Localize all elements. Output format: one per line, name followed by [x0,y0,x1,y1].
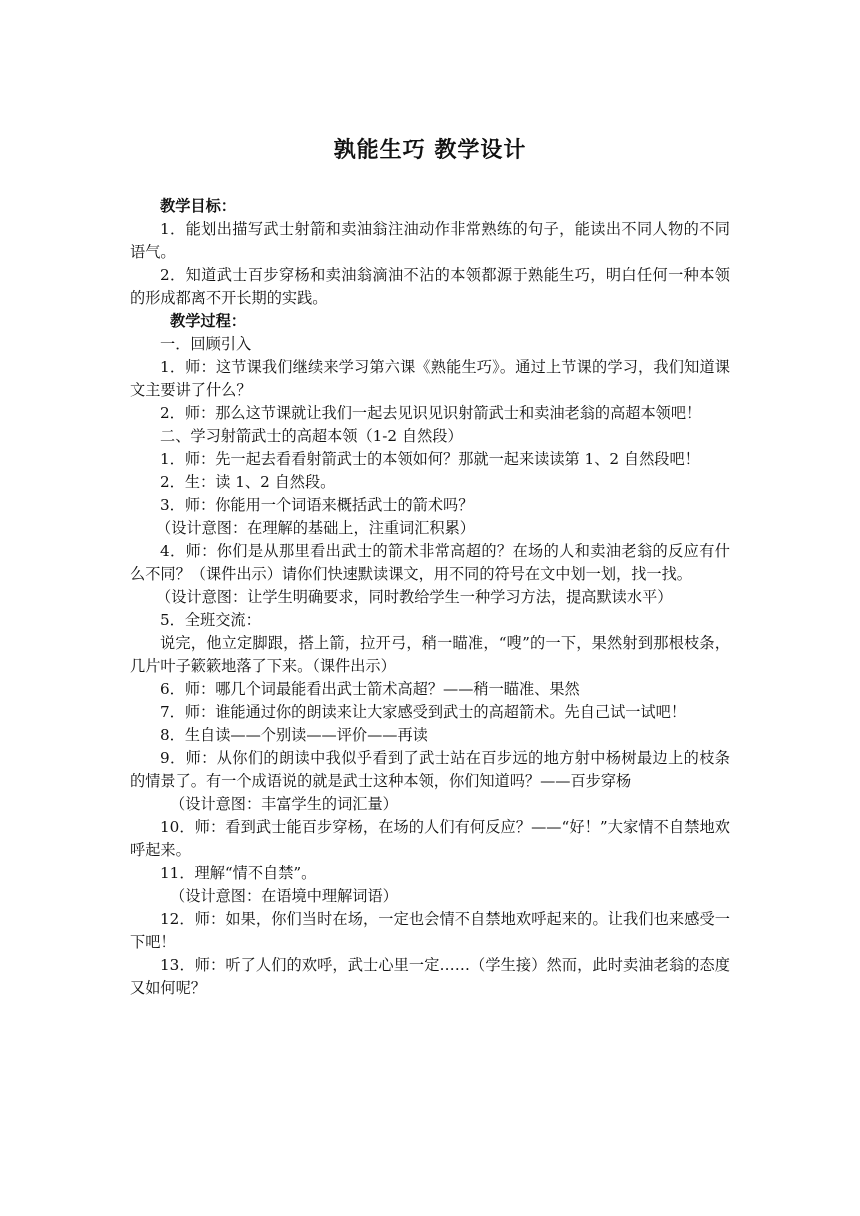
design-intent-note: （设计意图：让学生明确要求，同时教给学生一种学习方法，提高默读水平） [156,588,673,606]
paragraph: 3．师：你能用一个词语来概括武士的箭术吗？ [160,496,474,514]
paragraph: 2．生：读 1、2 自然段。 [160,473,336,491]
paragraph: 11．理解“情不自禁”。 [160,864,317,882]
paragraph: 13．师：听了人们的欢呼，武士心里一定……（学生接）然而，此时卖油老翁的态度又如何呢？ [130,956,730,997]
design-intent-note: （设计意图：丰富学生的词汇量） [170,795,398,813]
paragraph: 8．生自读——个别读——评价——再读 [160,726,428,744]
paragraph: 6．师：哪几个词最能看出武士箭术高超？——稍一瞄准、果然 [160,680,580,698]
section-heading-objectives: 教学目标： [160,197,236,215]
paragraph: 9．师：从你们的朗读中我似乎看到了武士站在百步远的地方射中杨树最边上的枝条的情景了。有一个成语说的就是武士这种本领，你们知道吗？——百步穿杨 [130,749,730,790]
document-title: 孰能生巧 教学设计 [333,137,527,163]
paragraph: 4．师：你们是从那里看出武士的箭术非常高超的？在场的人和卖油老翁的反应有什么不同？（课件出示）请你们快速默读课文，用不同的符号在文中划一划，找一找。 [130,542,730,583]
paragraph: 1．师：先一起去看看射箭武士的本领如何？那就一起来读读第 1、2 自然段吧！ [160,450,700,468]
paragraph: 10．师：看到武士能百步穿杨，在场的人们有何反应？——“好！”大家情不自禁地欢呼起来。 [130,818,730,859]
paragraph: 一．回顾引入 [160,335,252,353]
paragraph: 2．师：那么这节课就让我们一起去见识见识射箭武士和卖油老翁的高超本领吧！ [160,404,702,422]
paragraph: 5．全班交流： [160,611,261,629]
paragraph: 说完，他立定脚跟，搭上箭，拉开弓，稍一瞄准，“嗖”的一下，果然射到那根枝条，几片叶子簌簌地落了下来。（课件出示） [130,634,730,675]
paragraph: 7．师：谁能通过你的朗读来让大家感受到武士的高超箭术。先自己试一试吧！ [160,703,687,721]
section-heading-process: 教学过程： [170,312,246,330]
design-intent-note: （设计意图：在语境中理解词语） [170,887,398,905]
design-intent-note: （设计意图：在理解的基础上，注重词汇积累） [156,519,475,537]
paragraph: 1．师：这节课我们继续来学习第六课《熟能生巧》。通过上节课的学习，我们知道课文主要讲了什么？ [130,358,730,399]
paragraph: 12．师：如果，你们当时在场，一定也会情不自禁地欢呼起来的。让我们也来感受一下吧！ [130,910,730,951]
paragraph: 二、学习射箭武士的高超本领（1-2 自然段） [160,427,463,445]
paragraph: 2．知道武士百步穿杨和卖油翁滴油不沾的本领都源于熟能生巧，明白任何一种本领的形成都离不开长期的实践。 [130,266,730,307]
document-body [130,195,730,1000]
paragraph: 1．能划出描写武士射箭和卖油翁注油动作非常熟练的句子，能读出不同人物的不同语气。 [130,220,730,261]
